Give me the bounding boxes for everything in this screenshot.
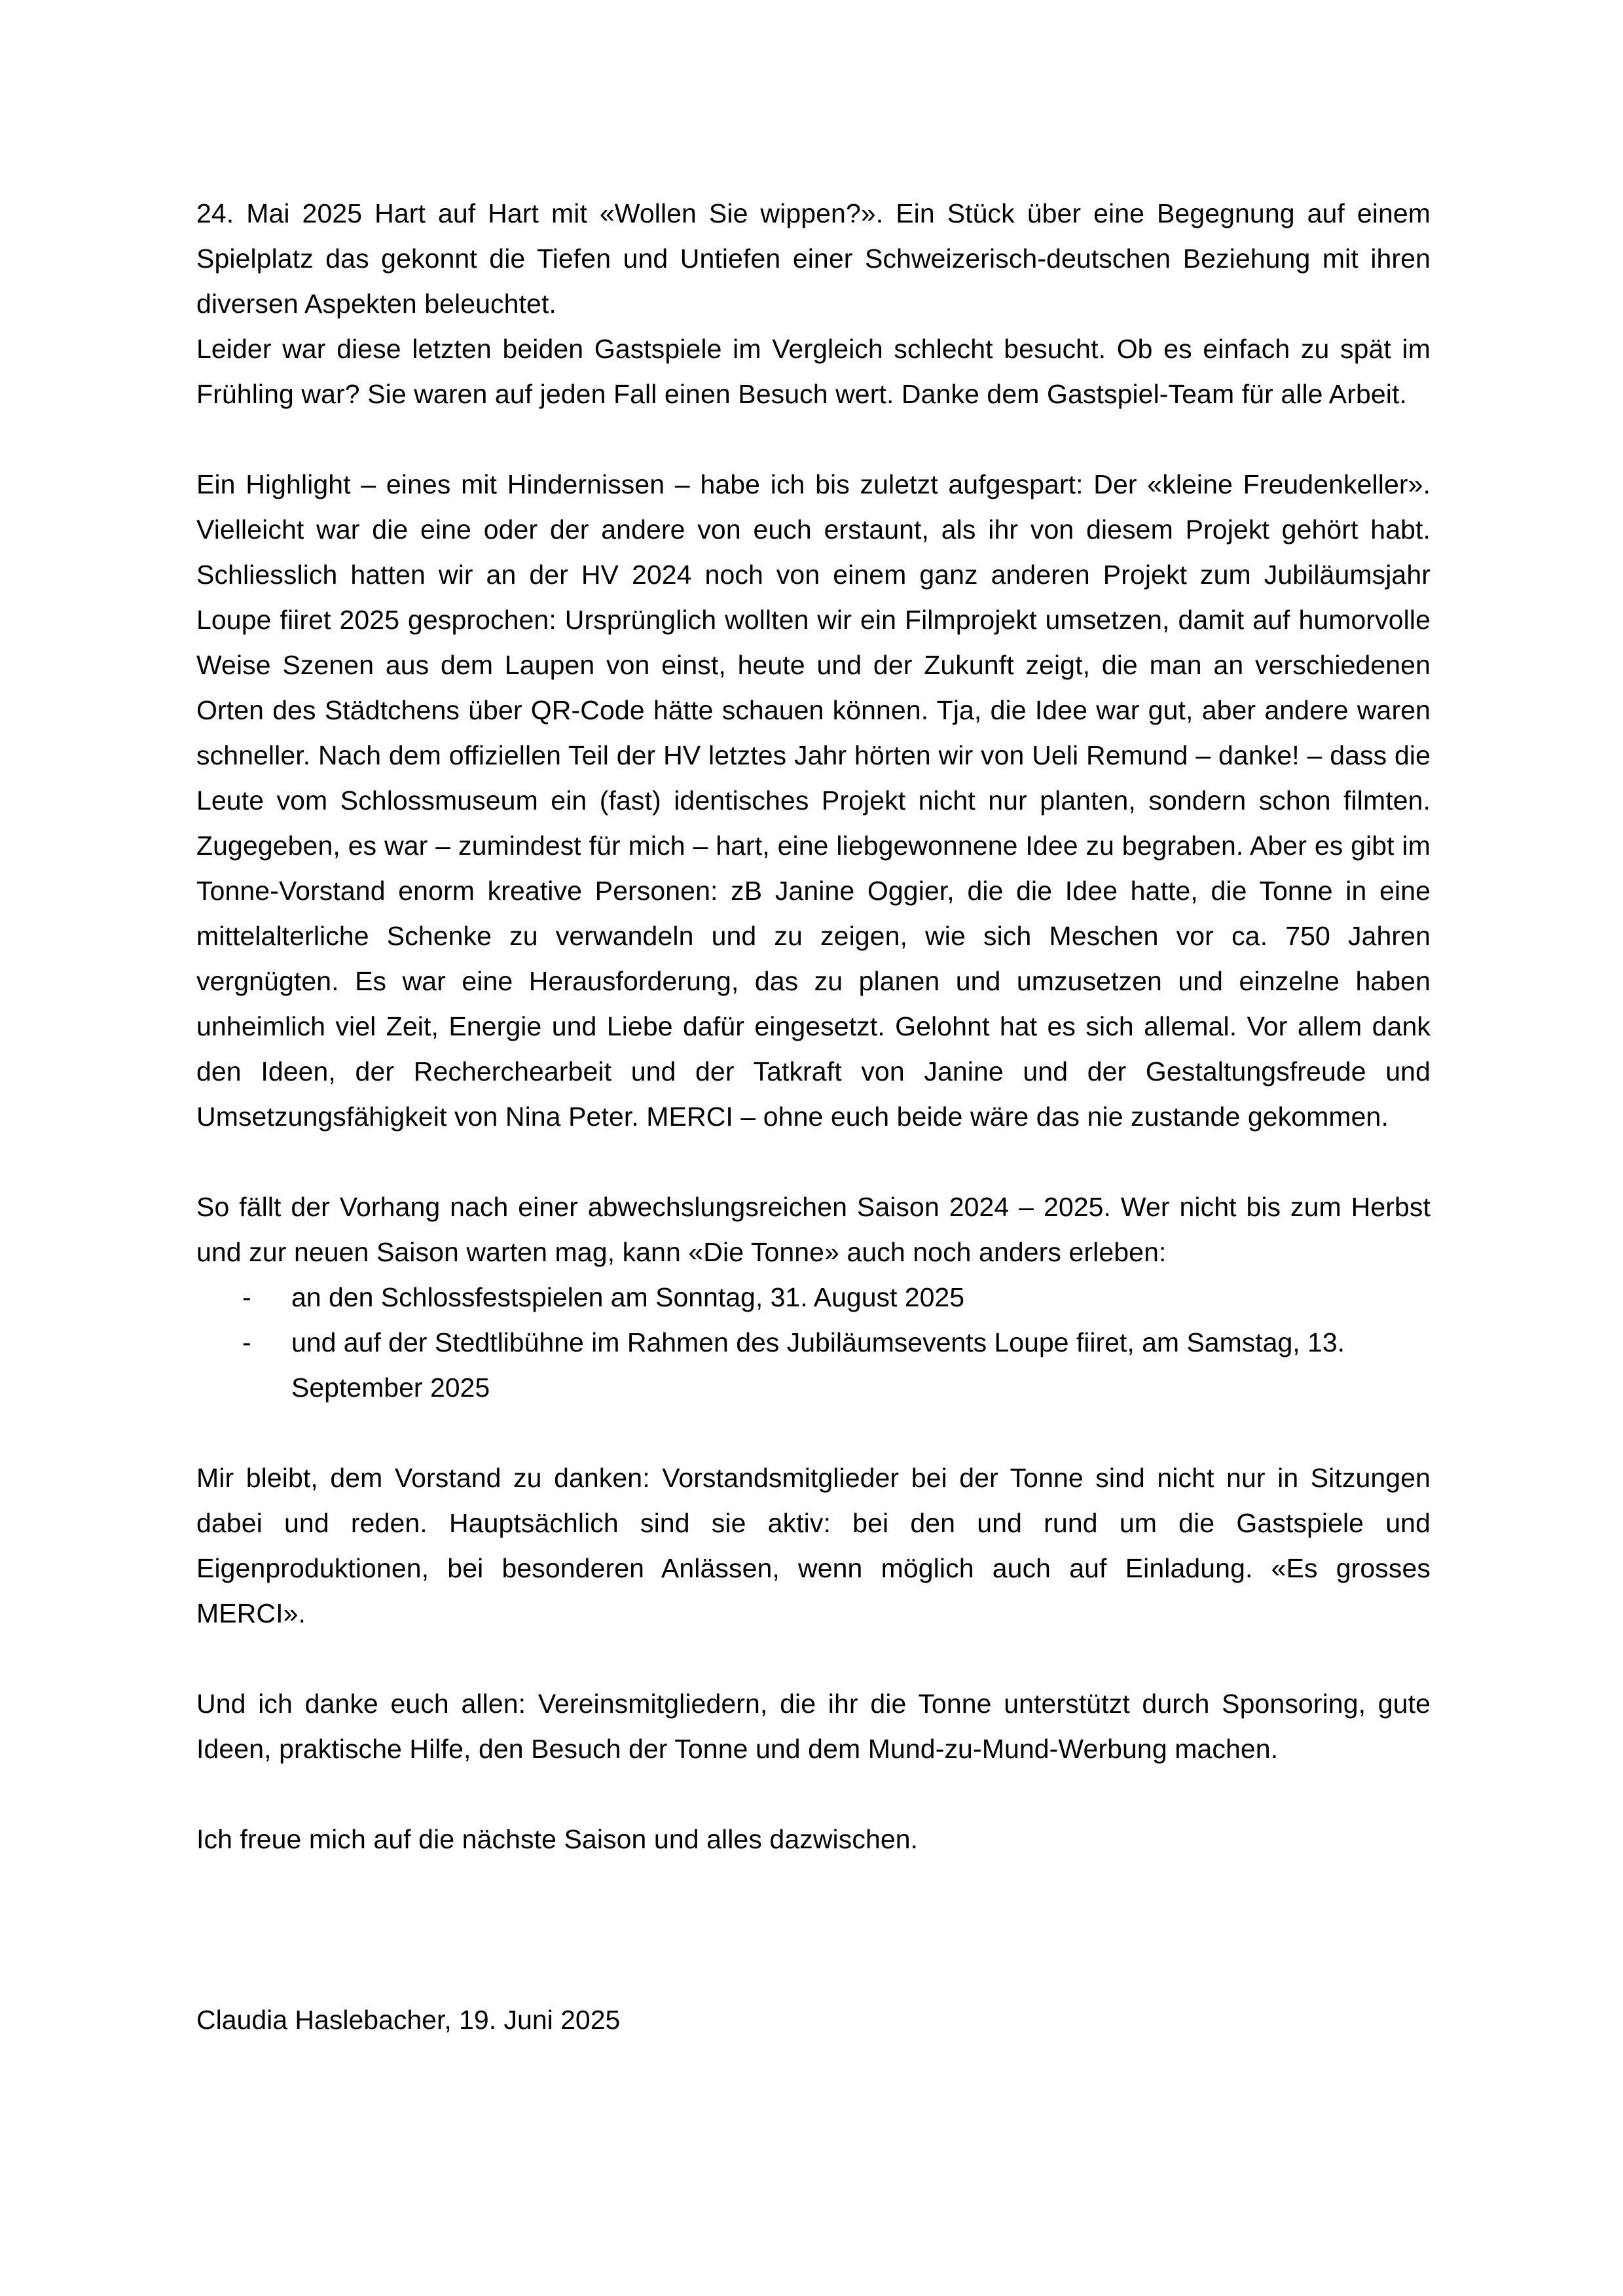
list-item (196, 1320, 1431, 1410)
paragraph-spacer (196, 1772, 1431, 1817)
paragraph-ausblick: Ich freue mich auf die nächste Saison und alles dazwischen. (196, 1824, 919, 1854)
events-list (196, 1275, 1431, 1410)
paragraph-vorhang-saison: So fällt der Vorhang nach einer abwechslungsreichen Saison 2024 – 2025. Wer nicht bis zum Herbst und zur neuen Saison warten mag, kann «Die Tonne» auch noch anders erleben: (196, 1192, 1431, 1267)
paragraph-gastspiel-wippen: 24. Mai 2025 Hart auf Hart mit «Wollen Sie wippen?». Ein Stück über eine Begegnung auf einem Spielplatz das gekonnt die Tiefen und Untiefen einer Schweizerisch-deutschen Beziehung mit ihren diversen Aspekten beleuchtet. (196, 198, 1431, 319)
list-item-label: und auf der Stedtlibühne im Rahmen des Jubiläumsevents Loupe fiiret, am Samstag, 13. September 2025 (291, 1327, 1345, 1403)
paragraph-spacer (196, 1636, 1431, 1681)
paragraph-dank-vereinsmitglieder: Und ich danke euch allen: Vereinsmitgliedern, die ihr die Tonne unterstützt durch Sponsoring, gute Ideen, praktische Hilfe, den Besuch der Tonne und dem Mund-zu-Mund-Werbung machen. (196, 1689, 1431, 1764)
paragraph-spacer (196, 417, 1431, 462)
paragraph-highlight-freudenkeller: Ein Highlight – eines mit Hindernissen – habe ich bis zuletzt aufgespart: Der «kleine Freudenkeller». Vielleicht war die eine oder der andere von euch erstaunt, als ihr von diesem Projekt gehört habt. Schliesslich hatten wir an der HV 2024 noch von einem ganz anderen Projekt zum Jubiläumsjahr Loupe fiiret 2025 gesprochen: Ursprünglich wollten wir ein Filmprojekt umsetzen, damit auf humorvolle Weise Szenen aus dem Laupen von einst, heute und der Zukunft zeigt, die man an verschiedenen Orten des Städtchens über QR-Code hätte schauen können. Tja, die Idee war gut, aber andere waren schneller. Nach dem offiziellen Teil der HV letztes Jahr hörten wir von Ueli Remund – danke! – dass die Leute vom Schlossmuseum ein (fast) identisches Projekt nicht nur planten, sondern schon filmten. Zugegeben, es war – zumindest für mich – hart, eine liebgewonnene Idee zu begraben. Aber es gibt im Tonne-Vorstand enorm kreative Personen: zB Janine Oggier, die die Idee hatte, die Tonne in eine mittelalterliche Schenke zu verwandeln und zu zeigen, wie sich Meschen vor ca. 750 Jahren vergnügten. Es war eine Herausforderung, das zu planen und umzusetzen und einzelne haben unheimlich viel Zeit, Energie und Liebe dafür eingesetzt. Gelohnt hat es sich allemal. Vor allem dank den Ideen, der Recherchearbeit und der Tatkraft von Janine und der Gestaltungsfreude und Umsetzungsfähigkeit von Nina Peter. MERCI – ohne euch beide wäre das nie zustande gekommen. (196, 469, 1431, 1132)
signature-spacer (196, 1862, 1431, 1998)
bullet-dash-icon: - (242, 1327, 251, 1357)
paragraph-spacer (196, 1139, 1431, 1185)
signature-line: Claudia Haslebacher, 19. Juni 2025 (196, 2005, 621, 2035)
paragraph-dank-vorstand: Mir bleibt, dem Vorstand zu danken: Vorstandsmitglieder bei der Tonne sind nicht nur in Sitzungen dabei und reden. Hauptsächlich sind sie aktiv: bei den und rund um die Gastspiele und Eigenproduktionen, bei besonderen Anlässen, wenn möglich auch auf Einladung. «Es grosses MERCI». (196, 1463, 1431, 1628)
paragraph-spacer (196, 1410, 1431, 1456)
bullet-dash-icon: - (242, 1282, 251, 1312)
paragraph-gastspiel-besuch: Leider war diese letzten beiden Gastspiele im Vergleich schlecht besucht. Ob es einfach zu spät im Frühling war? Sie waren auf jeden Fall einen Besuch wert. Danke dem Gastspiel-Team für alle Arbeit. (196, 334, 1431, 409)
document-body (196, 191, 1431, 2043)
list-item-label: an den Schlossfestspielen am Sonntag, 31. August 2025 (291, 1282, 965, 1312)
list-item (196, 1275, 1431, 1320)
